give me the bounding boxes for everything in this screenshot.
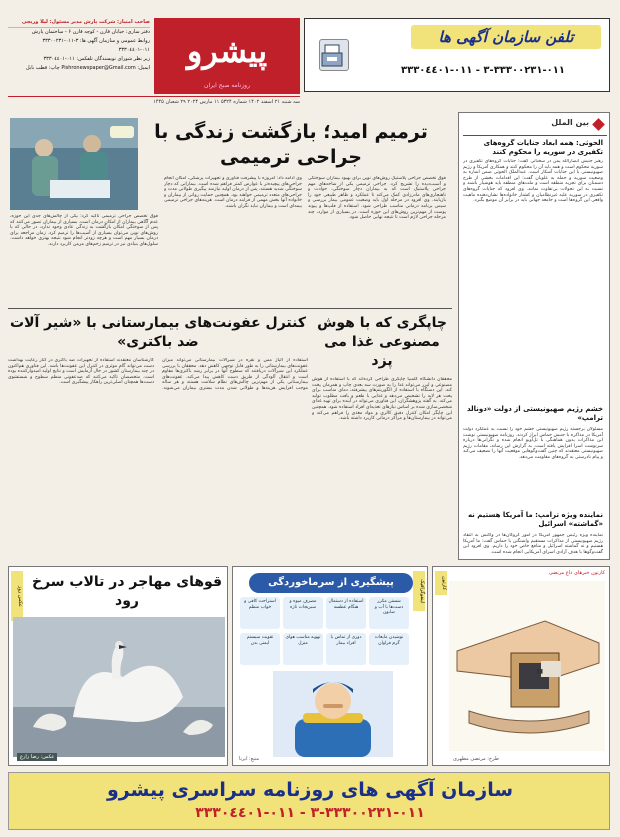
info-tip: مصرف میوه و سبزیجات تازه [283, 597, 323, 629]
masthead [154, 18, 300, 94]
info-tip: دوری از تماس با افراد بیمار [326, 633, 366, 665]
sidebar-article-1-body: رهبر جنبش انصارالله یمن در سخنانی گفت: جنایات گروه‌های تکفیری در سوریه محکوم است و همه باید آن را محکوم کنند و همکاری آمریکا و رژیم صهیونیستی با این جنایات آشکار است. عبدالملک الحوثی ضمن اشاره به وضعیت سوریه و حمله به علویان گفت: این اقدامات بخشی از طرح دشمنان برای تجزیه منطقه است و ملت‌های منطقه باید هوشیار باشند و نسبت به این تحولات بی‌تفاوت نمانند. وی افزود که جنایات گروه‌های تکفیری در سوریه علیه غیرنظامیان و کشتار خانواده‌ها نشان‌دهنده ماهیت واقعی این گروه‌ها است و جامعه جهانی باید در برابر آن موضع بگیرد. [463, 159, 603, 204]
cartoon-box [432, 566, 610, 766]
phone-ad-numbers: ٠١١-٣٣٣٠٠٢٣١-٣ - ٠١١-٣٣٣٠٤٤٠١ [401, 65, 565, 76]
info-tip: استراحت کافی و خواب منظم [240, 597, 280, 629]
sidebar-title-label: بین الملل [551, 118, 589, 127]
infographic-illustration [273, 671, 393, 757]
info-tip: تهویه مناسب هوای منزل [283, 633, 323, 665]
photo-story-title: قوهای مهاجر در تالاب سرخ رود [31, 574, 223, 609]
infographic-source: منبع: ایرنا [239, 756, 260, 762]
faucet-story [8, 310, 308, 560]
lead-title: ترمیم امید؛ بازگشت زندگی با جراحی ترمیمی [154, 121, 428, 168]
infographic-side-label: اینفوگرافیک [413, 571, 425, 611]
publisher-line: ٠١١-٣٣٣٠٤٤٠١ [118, 47, 150, 53]
publisher-line: روابط عمومی و سازمان آگهی ها: ۳-٠١١-٣٣٣٠٠٢٣١ [42, 38, 150, 44]
sidebar-article-2-title: خشم رژیم صهیونیستی از دولت «دونالد ترامپ» [466, 405, 603, 422]
fax-icon [319, 39, 349, 71]
photo-story-box [8, 566, 228, 766]
lead-story [8, 112, 452, 308]
info-tip: استفاده از دستمال هنگام عطسه [326, 597, 366, 629]
publisher-line: زیر نظر شورای نویسندگان تلفکس: ٠١١-٣٣٣٠٤٤٠١ [43, 56, 150, 62]
sidebar [458, 112, 610, 560]
svg-text:▮▮: ▮▮ [536, 668, 543, 675]
infographic-tips [239, 597, 409, 667]
photo-story-credit: عکس: رضا زارع [17, 753, 57, 761]
faucet-body: استفاده از آلیاژ مس و نقره در شیرآلات بیمارستانی می‌تواند میزان عفونت‌های بیمارستانی را به طور قابل توجهی کاهش دهد. محققان با بررسی عملکرد این شیرآلات دریافتند که سطوح آنها در برابر رشد باکتری‌ها مقاوم است و انتقال آلودگی از طریق دست کاهش پیدا می‌کند. عفونت‌های بیمارستانی یکی از مهم‌ترین چالش‌های نظام سلامت هستند و هر ساله موجب افزایش هزینه‌ها و طولانی شدن مدت بستری بیماران می‌شوند. کارشناسان معتقدند استفاده از تجهیزات ضد باکتری در کنار رعایت بهداشت دست می‌تواند گام موثری در کنترل این عفونت‌ها باشد. این فناوری هم‌اکنون در چند بیمارستان کشور در حال آزمایش است و نتایج اولیه امیدوارکننده بوده است. متخصصان تاکید می‌کنند که ضدعفونی منظم سطوح و شستشوی دست‌ها همچنان اصلی‌ترین راهکار پیشگیری است. [8, 358, 308, 391]
masthead-logo: پیشرو [186, 32, 268, 70]
cartoon-side-label: کارتون [435, 571, 447, 595]
header [0, 0, 620, 112]
printer-story [312, 310, 452, 560]
publisher-line: صاحب امتیاز: شرکت پارش مدیر مسئول: لیلا وریجی [21, 19, 150, 25]
publisher-line: دفتر ساری: خیابان قارن - کوچه قارن ۶ - ساختمان پارش [31, 29, 150, 35]
lead-body-col-1: فوق تخصص جراحی پلاستیک روش‌های نوین برای بهبود بیماران سوختگی و آسیب‌دیده را تشریح کرد. جراحی ترمیمی یکی از شاخه‌های مهم جراحی پلاستیک است که به بیماران دچار سوختگی، حوادث و ناهنجاری‌های مادرزادی کمک می‌کند تا عملکرد و ظاهر طبیعی خود را بازیابند. وی افزود در مرحله اول باید وضعیت عمومی بیمار بررسی و سپس برنامه درمانی مناسب طراحی شود. استفاده از فلپ‌ها و پیوند پوست از مهم‌ترین روش‌های این حوزه است. در بسیاری از موارد، چند مرحله جراحی لازم است تا نتیجه نهایی حاصل شود. [308, 176, 446, 221]
phone-ad-title: تلفن سازمان آگهی ها [411, 25, 601, 49]
footer-phones: ٠١١-٣٣٣٠٠٢٣١-٣ - ٠١١-٣٣٣٠٤٤٠١ [195, 805, 425, 821]
sidebar-article-3-body: نماینده ویژه رئیس جمهور آمریکا در امور گروگان‌ها در واکنش به انتقاد رژیم صهیونیستی از مذاکرات مستقیم واشنگتن با حماس گفت: ما آمریکا هستیم و نه گماشته اسرائیل و منافع خاص خود را داریم. وی افزود این گفت‌وگوها با هدف آزادی اسرای آمریکایی انجام شده است. [463, 533, 603, 555]
photo-story-side-label: عکس روز [11, 571, 23, 621]
info-tip: تقویت سیستم ایمنی بدن [240, 633, 280, 665]
cartoon-image [449, 581, 605, 751]
lead-body-col-2: وی ادامه داد: امروزه با پیشرفت فناوری و تجهیزات پزشکی، امکان انجام جراحی‌های پیچیده‌تر با عوارض کمتر فراهم شده است. بیمارانی که دچار سوختگی شدید هستند، پس از درمان اولیه نیازمند پیگیری طولانی مدت و جراحی‌های متعدد ترمیمی خواهند بود. همچنین حمایت روانی از بیماران و خانواده آنها بخش مهمی از فرایند درمان است. هزینه‌های جراحی ترمیمی بیمه‌ای است و بیماران نباید نگران باشند. [164, 176, 302, 209]
sidebar-section-title [523, 118, 603, 132]
swans-photo [13, 617, 225, 757]
sidebar-article-2-body: مسئولان برجسته رژیم صهیونیستی خشم خود را نسبت به عملکرد دولت آمریکا در مذاکره با جنبش حماس ابراز کردند. روزنامه صهیونیستی نوشت این مذاکرات بدون هماهنگی با تل‌آویو انجام شده و نگرانی‌ها درباره سرنوشت اسرا افزایش یافته است. به گزارش این رسانه، مقامات رژیم صهیونیستی معتقدند که چنین گفت‌وگوهایی موقعیت آنها را تضعیف می‌کند و پیام نادرستی به گروه‌های مقاومت می‌دهد. [463, 427, 603, 460]
info-tip: نوشیدن مایعات گرم فراوان [369, 633, 409, 665]
diamond-icon [592, 118, 605, 131]
printer-body: محققان دانشگاه کلمبیا چاپگری طراحی کرده‌اند که با استفاده از هوش مصنوعی و لیزر می‌تواند غذا را به صورت سه بعدی چاپ و همزمان پخت کند. این دستگاه با استفاده از الگوریتم‌های پیشرفته، دمای مناسب برای پخت هر لایه را تشخیص می‌دهد و غذایی با طعم و بافت مطلوب تولید می‌کند. به گفته پژوهشگران، این فناوری می‌تواند در آینده برای تهیه غذای شخصی‌سازی شده بر اساس نیازهای تغذیه‌ای افراد استفاده شود. همچنین این چاپگر امکان کنترل دقیق کالری و مواد مغذی را فراهم می‌کند و می‌تواند در بیمارستان‌ها و مراکز درمانی کاربرد داشته باشد. [312, 377, 452, 422]
lead-photo [10, 118, 138, 210]
infographic-title: پیشگیری از سرماخوردگی [249, 573, 413, 593]
phone-ad-box [304, 18, 610, 92]
sidebar-article-1-title: الحوثی: همه ابعاد جنایات گروه‌های تکفیری در سوریه را محکوم کنند [483, 139, 603, 156]
faucet-title: کنترل عفونت‌های بیمارستانی با «شیر آلات ضد باکتری» [10, 315, 306, 350]
lead-body-col-3: فوق تخصص جراحی ترمیمی تاکید کرد: یکی از چالش‌های جدی این حوزه، عدم آگاهی بیماران از امکان درمان است. بسیاری از بیماران تصور می‌کنند که پس از سوختگی امکان بازگشت به زندگی عادی وجود ندارد، در حالی که با روش‌های نوین می‌توان بسیاری از آسیب‌ها را ترمیم کرد. زمان مراجعه برای درمان بسیار مهم است و هرچه زودتر انجام شود نتیجه بهتری خواهد داشت. سلول‌های بنیادی نیز در ترمیم زخم‌های مزمن کاربرد دارند. [10, 214, 158, 247]
cartoon-title: کارتون خبرهای داغ مرتضی [548, 570, 605, 576]
footer-title: سازمان آگهی های روزنامه سراسری پیشرو [106, 779, 514, 801]
info-tip: شستن مکرر دست‌ها با آب و صابون [369, 597, 409, 629]
footer-ad [8, 772, 610, 830]
infographic-box [232, 566, 428, 766]
printer-title: چاپگری که با هوش مصنوعی غذا می پزد [317, 315, 447, 369]
publisher-info [8, 18, 150, 94]
masthead-sub: روزنامه صبح ایران [204, 82, 250, 89]
issue-line: سه شنبه ۲۱ اسفند ۱۴۰۲ شماره ۵۳۲۴ ۱۱ مارس ۲۰۲۴ ۲۹ شعبان ۱۴۴۵ [8, 96, 300, 105]
sidebar-article-3-title: نماینده ویژه ترامپ: ما آمریکا هستیم نه «گماشته» اسرائیل [467, 511, 603, 528]
publisher-line: ایمیل: Pishronewspaper@Gmail.com چاپ: قطب بابل [26, 65, 150, 71]
cartoon-credit: طرح: مرتضی مطهری [453, 756, 499, 762]
